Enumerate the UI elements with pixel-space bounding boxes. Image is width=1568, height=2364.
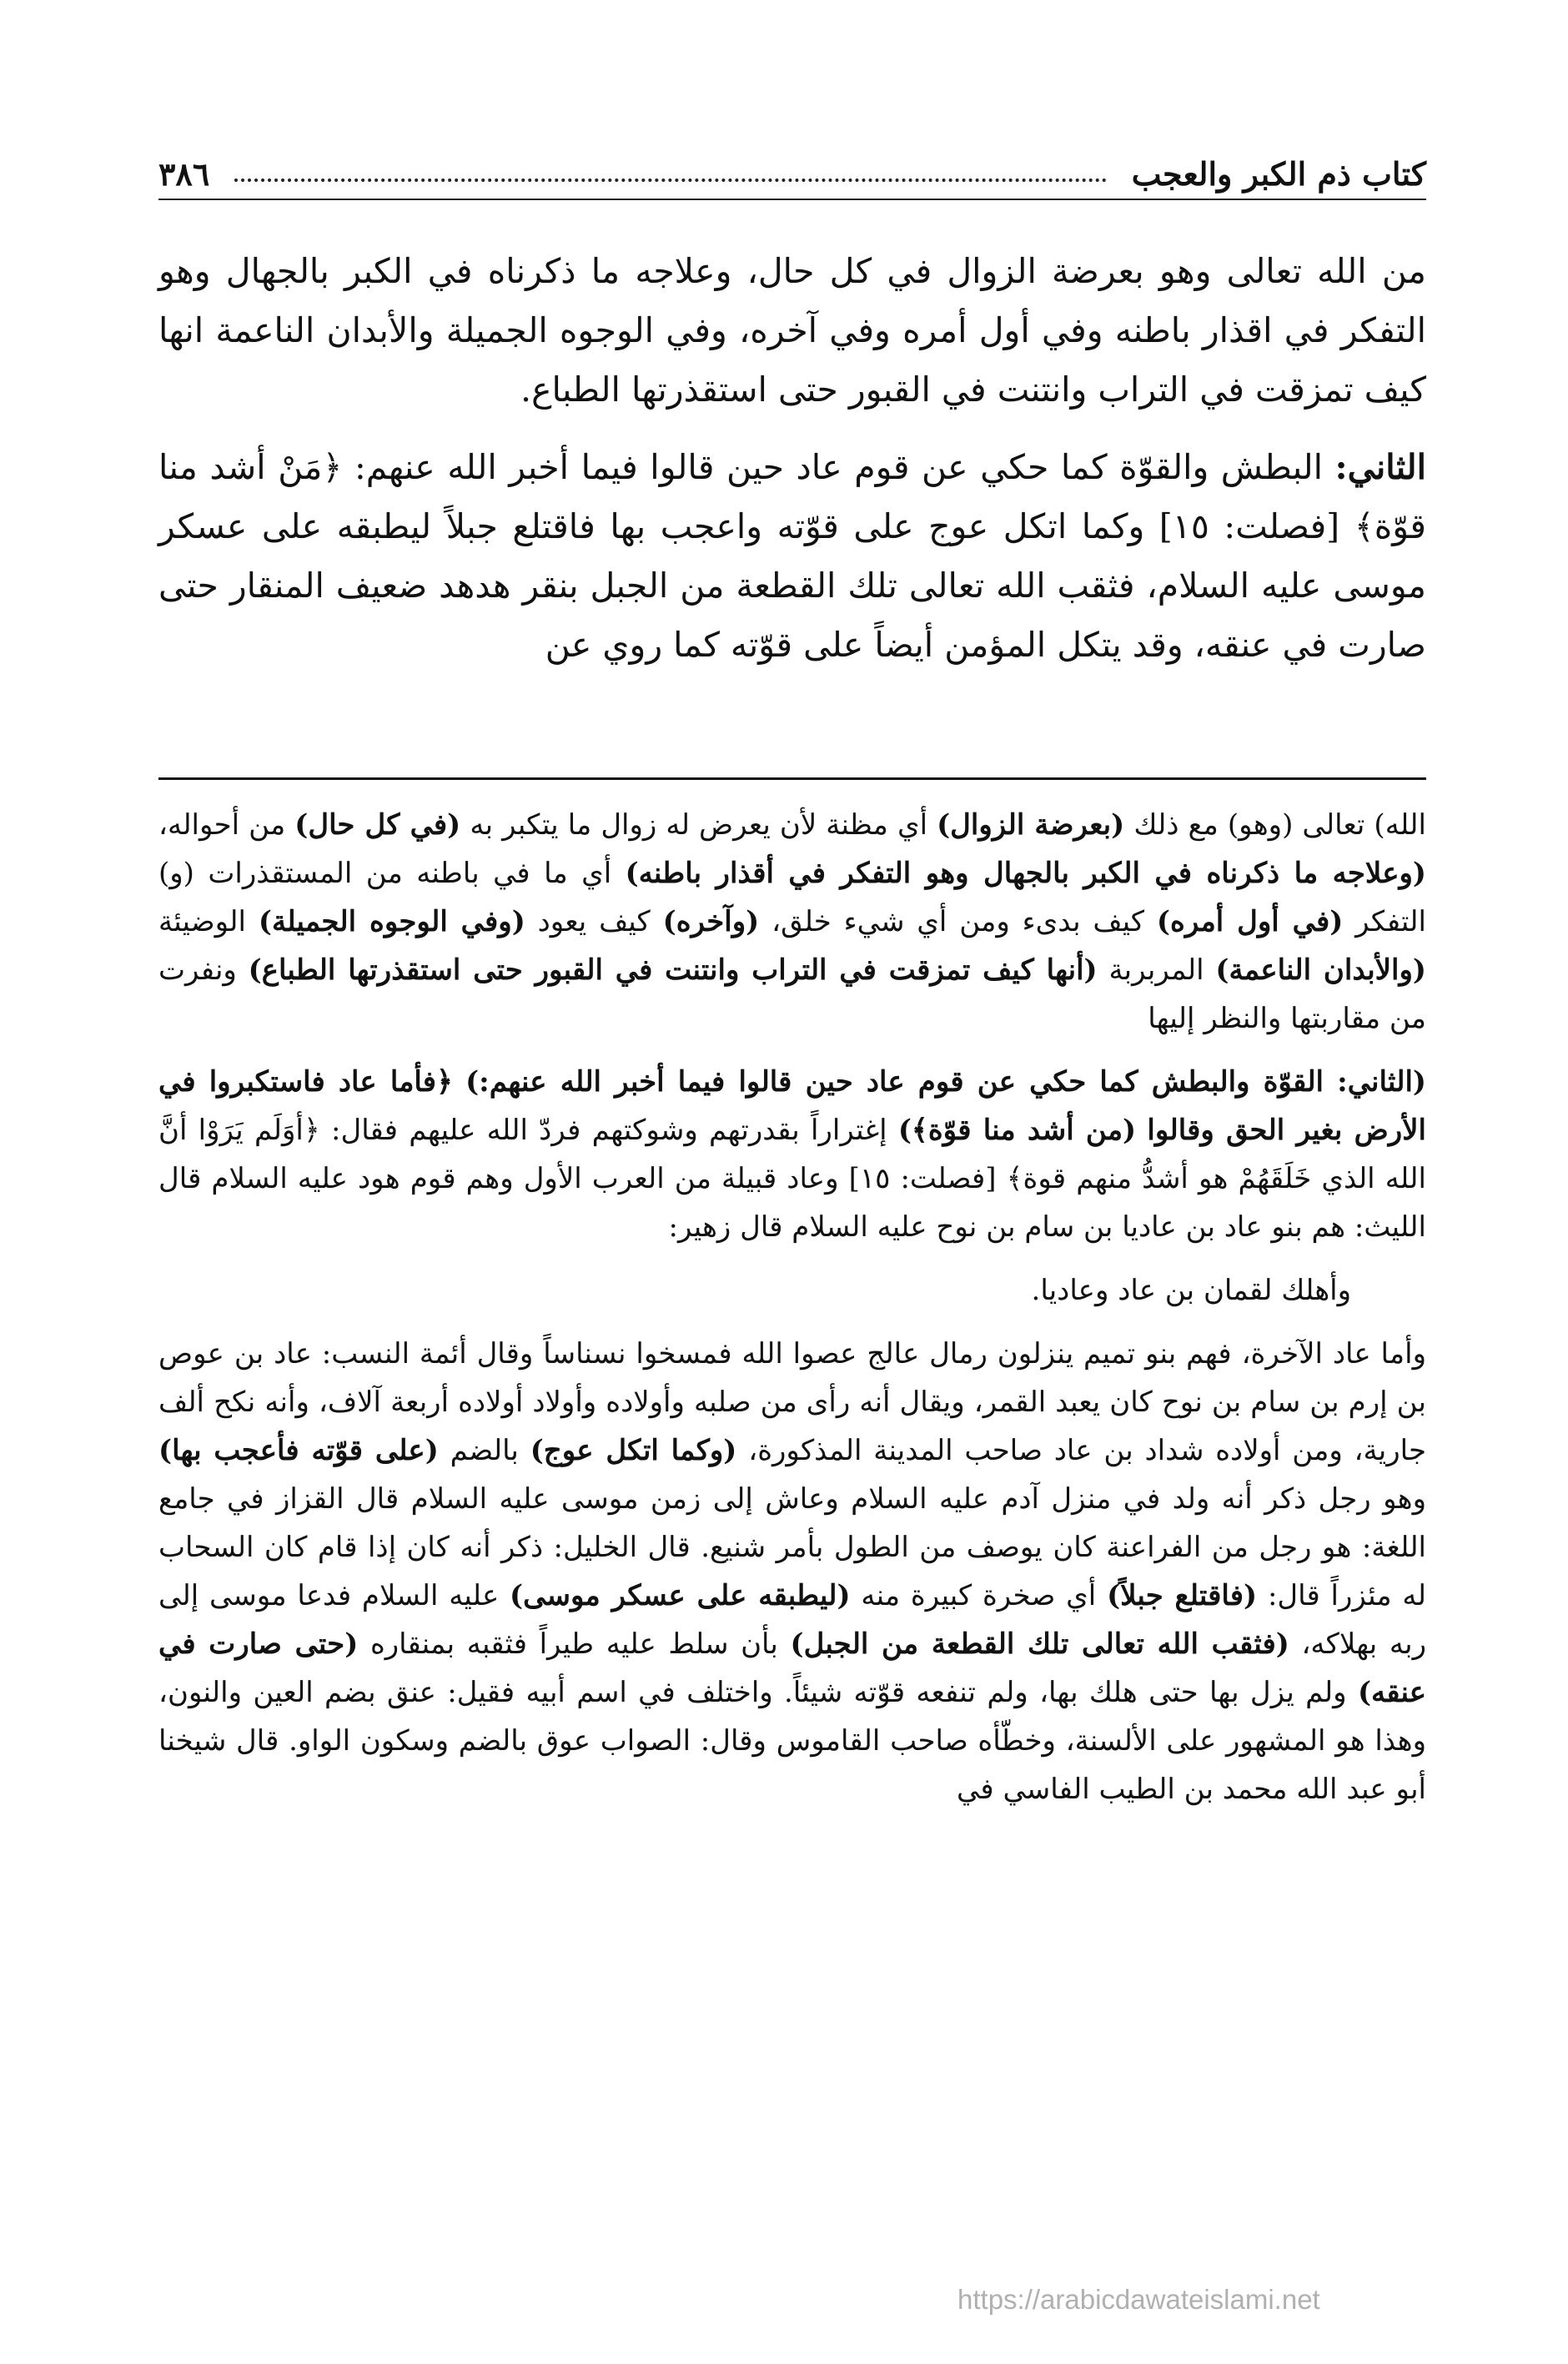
note-quote: (على قوّته فأعجب بها) (158, 1434, 439, 1467)
watermark-url: https://arabicdawateislami.net (957, 2284, 1320, 2315)
commentary (158, 801, 1426, 1828)
note-text: أي ما في باطنه من المستقذرات (و) التفكر (158, 857, 1426, 938)
page-number: ٣٨٦ (158, 154, 210, 193)
note-text: أي صخرة كبيرة منه (861, 1579, 1097, 1612)
commentary-paragraph-1 (158, 801, 1426, 1043)
book-page (158, 0, 1426, 2364)
note-quote: (بعرضة الزوال) (937, 808, 1125, 842)
main-text (158, 242, 1426, 693)
note-text: أي مظنة لأن يعرض له زوال ما يتكبر به (470, 808, 928, 842)
note-text: عليه السلام فدعا موسى إلى ربه بهلاكه، (158, 1579, 1426, 1661)
main-paragraph-1: من الله تعالى وهو بعرضة الزوال في كل حال، وعلاجه ما ذكرناه في الكبر بالجهال وهو التفكر في اقذار باطنه وفي أول أمره وفي آخره، وفي الوجوه الجميلة والأبدان الناعمة انها كيف تمزقت في التراب وانتنت في القبور حتى استقذرتها الطباع. (158, 251, 1426, 410)
running-header (158, 148, 1426, 200)
commentary-paragraph-2 (158, 1058, 1426, 1251)
note-quote: (الثاني: القوّة والبطش كما حكي عن قوم عاد حين قالوا فيما أخبر الله عنهم:) (465, 1065, 1427, 1099)
note-quote: (فاقتلع جبلاً) (1107, 1579, 1258, 1612)
commentary-paragraph-3 (158, 1330, 1426, 1813)
note-quote: (أنها كيف تمزقت في التراب وانتنت في القبور حتى استقذرتها الطباع) (248, 953, 1098, 987)
note-quote: (في أول أمره) (1156, 905, 1344, 938)
note-text: المربربة (1108, 953, 1204, 987)
main-paragraph-2-text: البطش والقوّة كما حكي عن قوم عاد حين قالوا فيما أخبر الله عنهم: ﴿مَنْ أشد منا قوّة﴾ [فصلت: ١٥] وكما اتكل عوج على قوّته واعجب بها فاقتلع جبلاً ليطبقه على عسكر موسى عليه السلام، فثقب الله تعالى تلك القطعة من الجبل بنقر هدهد ضعيف المنقار حتى صارت في عنقه، وقد يتكل المؤمن أيضاً على قوّته كما روي عن (158, 447, 1426, 665)
main-paragraph-2-lead: الثاني: (1334, 447, 1426, 487)
note-text: الوضيئة (158, 905, 246, 938)
note-quote: (والأبدان الناعمة) (1215, 953, 1426, 987)
note-text: من أحواله، (158, 808, 286, 842)
header-dot-leader (234, 165, 1107, 182)
poem-verse: وأهلك لقمان بن عاد وعاديا. (1031, 1274, 1351, 1307)
note-text: ولم يزل بها حتى هلك بها، ولم تنفعه قوّته شيئاً. واختلف في اسم أبيه فقيل: عنق بضم العين والنون، وهذا هو المشهور على الألسنة، وخطّأه صاحب القاموس وقال: الصواب عوق بالضم وسكون الواو. قال شيخنا أبو عبد الله محمد بن الطيب الفاسي في (158, 1676, 1426, 1806)
main-paragraph-2 (158, 438, 1426, 675)
note-quote: (وآخره) (662, 905, 760, 938)
book-title: كتاب ذم الكبر والعجب (1131, 154, 1426, 193)
note-quote: ﴿فأما عاد فاستكبروا في الأرض بغير الحق وقالوا (158, 1065, 1427, 1147)
note-text: إغتراراً بقدرتهم وشوكتهم فردّ الله عليهم فقال: ﴿أوَلَم يَرَوْا أنَّ الله الذي خَلَقَهُمْ هو أشدُّ منهم قوة﴾ [فصلت: ١٥] وعاد قبيلة من العرب الأول وهم قوم هود عليه السلام قال الليث: هم بنو عاد بن عاديا بن سام بن نوح عليه السلام قال زهير: (158, 1114, 1426, 1244)
footnote-divider (158, 777, 1426, 780)
note-text: الله) تعالى (وهو) مع ذلك (1133, 808, 1426, 842)
note-quote: (في كل حال) (294, 808, 461, 842)
note-quote: (حتى صارت في عنقه) (158, 1627, 1427, 1709)
note-quote: (وكما اتكل عوج) (530, 1434, 737, 1467)
note-quote: (وعلاجه ما ذكرناه في الكبر بالجهال وهو التفكر في أقذار باطنه) (625, 857, 1427, 890)
note-quote: (ليطبقه على عسكر موسى) (510, 1579, 851, 1612)
note-text: كيف يعود (537, 905, 651, 938)
note-text: ونفرت من مقاربتها والنظر إليها (158, 953, 1426, 1035)
note-quote: (فثقب الله تعالى تلك القطعة من الجبل) (790, 1627, 1289, 1661)
note-text: كيف بدىء ومن أي شيء خلق، (771, 905, 1145, 938)
note-text: بأن سلط عليه طيراً فثقبه بمنقاره (369, 1627, 778, 1661)
note-quote: (وفي الوجوه الجميلة) (258, 905, 525, 938)
note-text: وأما عاد الآخرة، فهم بنو تميم ينزلون رمال عالج عصوا الله فمسخوا نسناساً وقال أئمة النسب: عاد بن عوص بن إرم بن سام بن نوح كان يعبد القمر، ويقال أنه رأى من صلبه وأولاده وأولاد أولاده أربعة آلاف، وأنه نكح ألف جارية، ومن أولاده شداد بن عاد صاحب المدينة المذكورة، (158, 1337, 1427, 1467)
note-text: وهو رجل ذكر أنه ولد في منزل آدم عليه السلام وعاش إلى زمن موسى عليه السلام قال القزاز في جامع اللغة: هو رجل من الفراعنة كان يوصف من الطول بأمر شنيع. قال الخليل: ذكر أنه كان إذا قام كان السحاب له مئزراً قال: (158, 1482, 1427, 1612)
note-quote: (من أشد منا قوّة﴾) (897, 1114, 1137, 1147)
note-text: بالضم (450, 1434, 519, 1467)
